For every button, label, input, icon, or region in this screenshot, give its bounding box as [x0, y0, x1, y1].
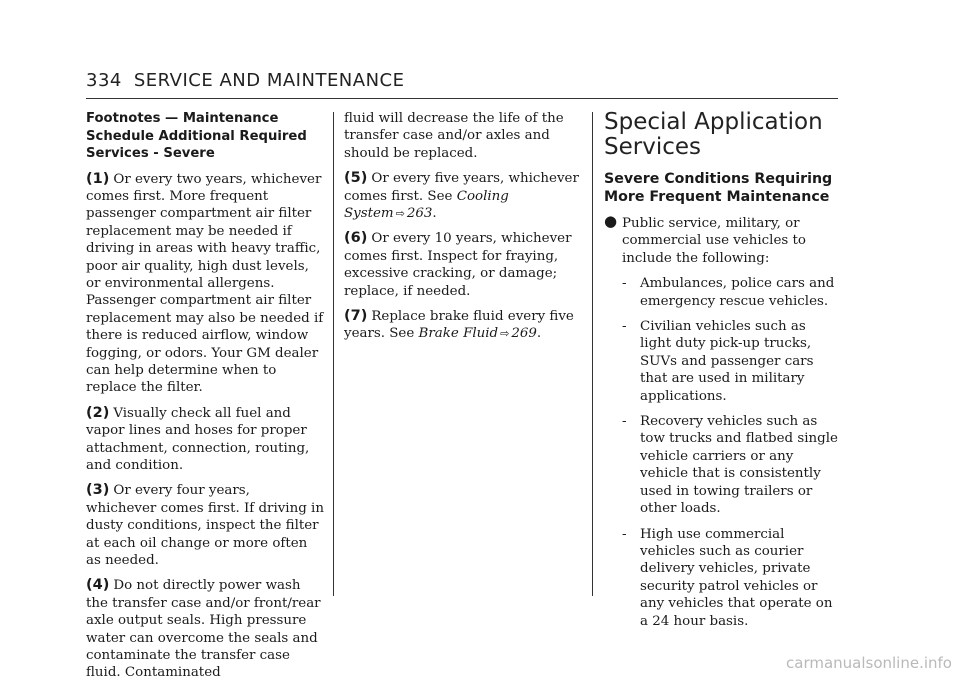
footnote-text: Replace brake fluid every five years. See	[344, 309, 574, 342]
period: .	[432, 206, 437, 222]
column-3	[604, 110, 840, 638]
footnote-text: fluid will decrease the life of the transfer case and/or axles and should be replaced.	[344, 111, 564, 161]
footnote-6	[344, 230, 582, 300]
list-item	[622, 526, 840, 630]
watermark: carmanualsonline.info	[786, 654, 952, 672]
cross-reference-link[interactable]: Brake Fluid	[418, 326, 499, 342]
list-item	[622, 413, 840, 517]
dash-icon: -	[622, 276, 627, 292]
footnote-number: (6)	[344, 230, 368, 247]
dash-icon: -	[622, 319, 627, 335]
footnote-text: Or every five years, whichever comes first. See	[344, 171, 579, 204]
column-2	[344, 110, 582, 351]
page-number: 334	[86, 70, 122, 91]
section-heading: Special Application Services	[604, 109, 823, 160]
dash-icon: -	[622, 414, 627, 430]
footnote-1	[86, 171, 324, 397]
footnote-4-continued	[344, 110, 582, 162]
bullet-icon: ●	[604, 212, 618, 230]
list-item	[622, 275, 840, 310]
list-item	[622, 318, 840, 405]
footnote-number: (7)	[344, 308, 368, 325]
footnote-text: Or every two years, whichever comes first. More frequent passenger compartment air filter replacement may be needed if driving in areas with heavy traffic, poor air quality, high dust levels, or environmental allergens. Passenger compartment air filter replacement may also be needed if there is reduced airflow, window fogging, or odors. Your GM dealer can help determine when to replace the filter.	[86, 171, 324, 396]
footnote-number: (1)	[86, 170, 110, 187]
page-reference[interactable]: 269	[511, 326, 537, 342]
footnotes-heading: Footnotes — Maintenance Schedule Additional Required Services - Severe	[86, 111, 307, 161]
column-1	[86, 110, 324, 690]
footnote-7	[344, 308, 582, 343]
subsection-heading: Severe Conditions Requiring More Frequent Maintenance	[604, 171, 833, 205]
list-item-text: Recovery vehicles such as tow trucks and flatbed single vehicle carriers or any vehicle that is consistently used in towing trailers or other loads.	[640, 414, 838, 517]
footnote-number: (3)	[86, 482, 110, 499]
page-reference[interactable]: 263	[406, 206, 433, 222]
footnote-2	[86, 405, 324, 475]
footnote-text: Or every 10 years, whichever comes first. Inspect for fraying, excessive cracking, or damage; replace, if needed.	[344, 231, 572, 299]
footnote-5	[344, 170, 582, 222]
footnote-text: Visually check all fuel and vapor lines and hoses for proper attachment, connection, routing, and condition.	[86, 405, 310, 473]
bullet-item	[604, 212, 840, 267]
footnote-text: Or every four years, whichever comes first. If driving in dusty conditions, inspect the filter at each oil change or more often as needed.	[86, 483, 324, 569]
bullet-text: Public service, military, or commercial use vehicles to include the following:	[622, 216, 806, 266]
footnote-3	[86, 482, 324, 569]
sub-list	[622, 275, 840, 630]
column-divider-2	[592, 112, 593, 596]
footnote-number: (5)	[344, 170, 368, 187]
footnote-text: Do not directly power wash the transfer case and/or front/rear axle output seals. High pressure water can overcome the seals and contaminate the transfer case fluid. Contaminated	[86, 578, 321, 681]
section-title: SERVICE AND MAINTENANCE	[133, 70, 405, 91]
list-item-text: High use commercial vehicles such as courier delivery vehicles, private security patrol vehicles or any vehicles that operate on a 24 hour basis.	[640, 526, 833, 629]
footnote-number: (2)	[86, 404, 110, 421]
footnote-4	[86, 577, 324, 681]
page-arrow-icon: ⇨	[500, 327, 510, 341]
header-rule	[86, 98, 838, 99]
column-divider-1	[333, 112, 334, 596]
dash-icon: -	[622, 526, 627, 542]
page-header	[86, 70, 405, 91]
page-arrow-icon: ⇨	[395, 207, 405, 221]
list-item-text: Ambulances, police cars and emergency rescue vehicles.	[640, 276, 835, 309]
footnote-number: (4)	[86, 577, 110, 594]
list-item-text: Civilian vehicles such as light duty pick-up trucks, SUVs and passenger cars that are used in military applications.	[640, 319, 814, 404]
period: .	[536, 326, 542, 342]
cross-reference-link[interactable]: Cooling System	[344, 188, 509, 222]
